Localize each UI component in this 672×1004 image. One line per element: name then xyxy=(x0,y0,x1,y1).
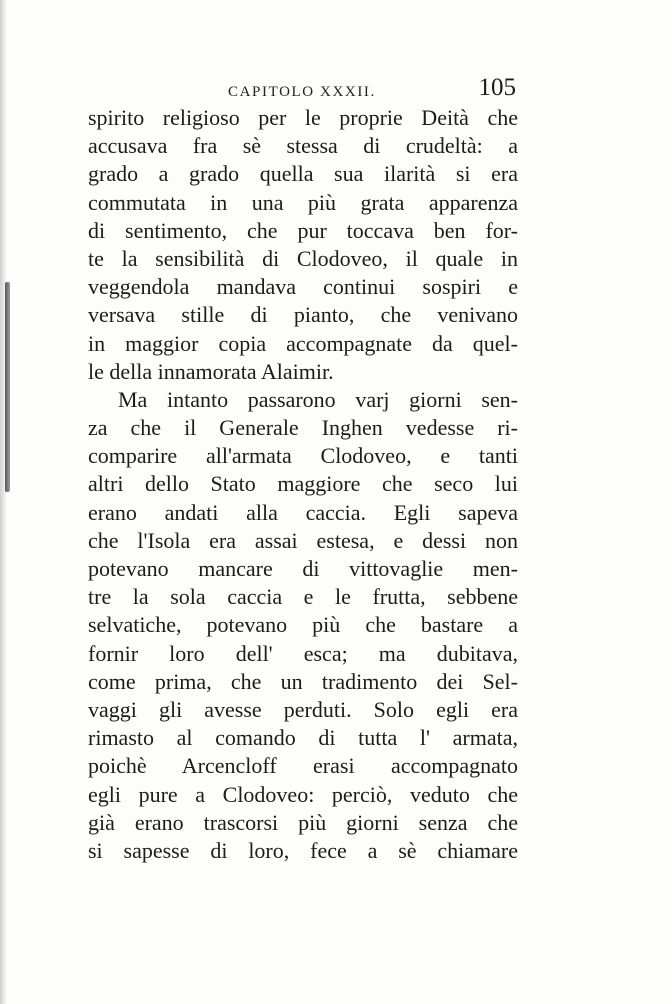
paragraph-end-line: le della innamorata Alaimir. xyxy=(88,358,334,384)
page-header xyxy=(88,74,518,104)
text-line: erano andati alla caccia. Egli sapeva xyxy=(88,499,518,525)
binding-shadow xyxy=(0,0,7,1004)
page-number: 105 xyxy=(478,74,516,101)
text-line: potevano mancare di vittovaglie men- xyxy=(88,556,518,581)
text-line: fornir loro dell' esca; ma dubitava, xyxy=(88,640,518,666)
text-line: comparire all'armata Clodoveo, e tanti xyxy=(88,443,518,469)
text-line: vaggi gli avesse perduti. Solo egli era xyxy=(88,696,518,722)
text-line: accusava fra sè stessa di crudeltà: a xyxy=(88,133,518,159)
text-line: za che il Generale Inghen vedesse ri- xyxy=(88,415,518,441)
text-line: poichè Arcencloff erasi accompagnato xyxy=(88,753,518,779)
text-line: selvatiche, potevano più che bastare a xyxy=(88,612,518,638)
binding-mark xyxy=(5,282,10,492)
running-head: CAPITOLO XXXII. xyxy=(228,84,376,100)
body-text xyxy=(88,104,518,865)
text-line: commutata in una più grata apparenza xyxy=(88,189,518,215)
text-line: già erano trascorsi più giorni senza che xyxy=(88,809,518,835)
text-line: rimasto al comando di tutta l' armata, xyxy=(88,725,518,751)
text-line: che l'Isola era assai estesa, e dessi non xyxy=(88,527,518,553)
text-line: tre la sola caccia e le frutta, sebbene xyxy=(88,584,518,610)
text-line: te la sensibilità di Clodoveo, il quale in xyxy=(88,245,518,271)
text-line: versava stille di pianto, che venivano xyxy=(88,302,518,328)
text-line: come prima, che un tradimento dei Sel- xyxy=(88,668,518,694)
text-line: grado a grado quella sua ilarità si era xyxy=(88,161,518,187)
text-line: spirito religioso per le proprie Deità che xyxy=(88,105,518,130)
text-line: si sapesse di loro, fece a sè chiamare xyxy=(88,837,518,863)
text-line: di sentimento, che pur toccava ben for- xyxy=(88,217,518,243)
text-line: altri dello Stato maggiore che seco lui xyxy=(88,471,518,497)
text-line: in maggior copia accompagnate da quel- xyxy=(88,330,518,356)
paragraph-start-line: Ma intanto passarono varj giorni sen- xyxy=(118,386,518,412)
text-line: veggendola mandava continui sospiri e xyxy=(88,274,518,300)
text-line: egli pure a Clodoveo: perciò, veduto che xyxy=(88,781,518,807)
